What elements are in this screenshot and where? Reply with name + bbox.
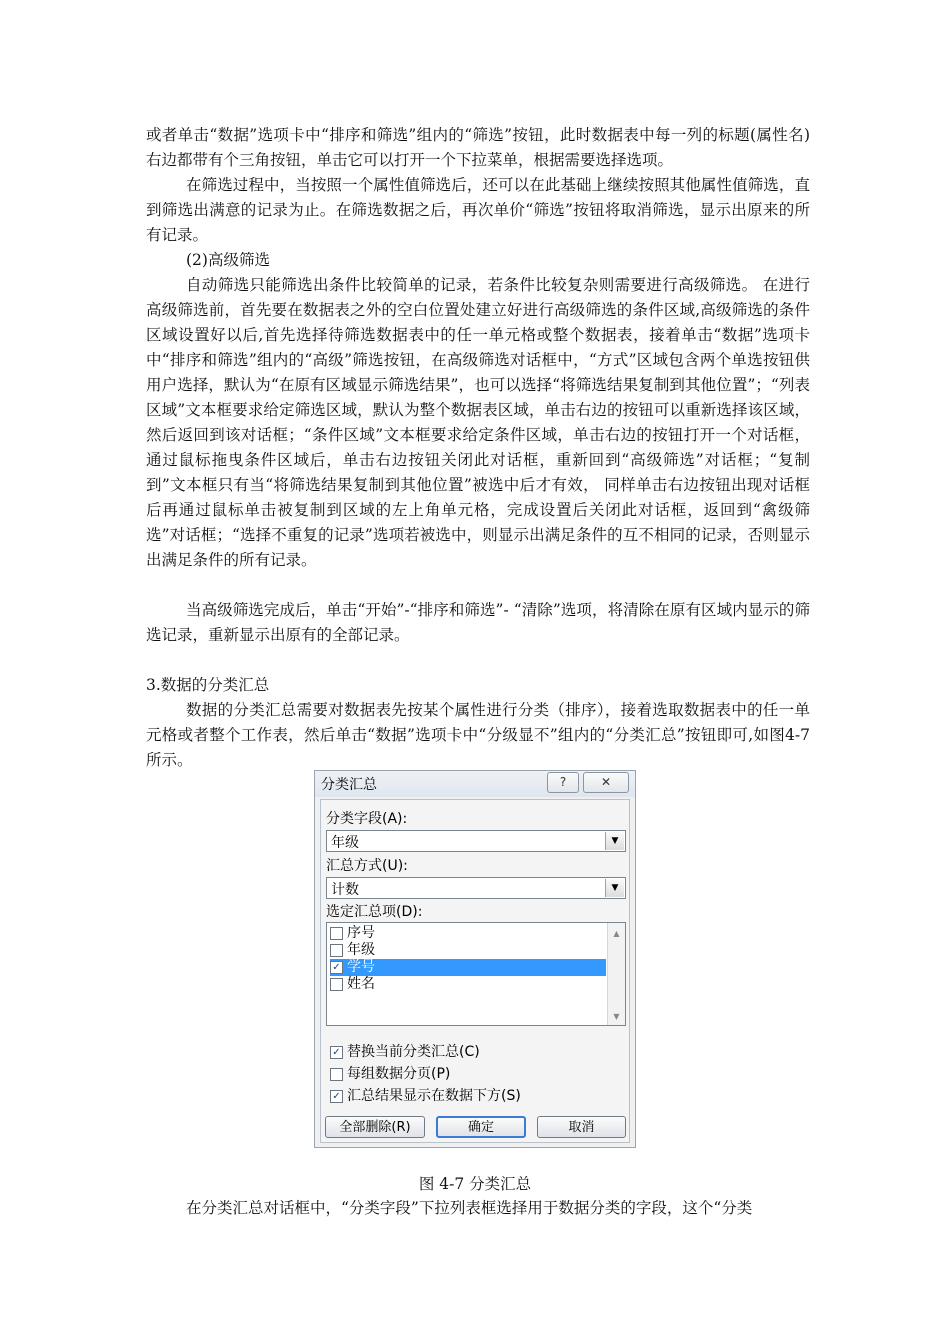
list-item-label: 学号 bbox=[347, 959, 375, 975]
dialog-body bbox=[320, 799, 630, 1143]
figure-caption: 图 4-7 分类汇总 bbox=[418, 1175, 532, 1193]
paragraph-subtotal-dialog: 在分类汇总对话框中，“分类字段”下拉列表框选择用于数据分类的字段，这个“分类 bbox=[186, 1199, 753, 1217]
scroll-up-icon[interactable]: ▲ bbox=[613, 929, 620, 938]
option-label: 汇总结果显示在数据下方(S) bbox=[347, 1088, 521, 1104]
checkbox-student-id[interactable]: ✓ bbox=[330, 961, 343, 974]
paragraph-subtotal: 数据的分类汇总需要对数据表先按某个属性进行分类（排序），接着选取数据表中的任一单元格或者整个工作表，然后单击“数据”选项卡中“分级显不”组内的“分类汇总”按钮即可,如图4-7所示。 bbox=[146, 701, 810, 769]
ok-button[interactable]: 确定 bbox=[436, 1116, 526, 1138]
option-label: 替换当前分类汇总(C) bbox=[347, 1044, 480, 1060]
paragraph-filter-process: 在筛选过程中，当按照一个属性值筛选后，还可以在此基础上继续按照其他属性值筛选，直到筛选出满意的记录为止。在筛选数据之后，再次单价“筛选”按钮将取消筛选，显示出原来的所有记录。 bbox=[146, 176, 810, 244]
list-item-label: 序号 bbox=[347, 925, 375, 941]
remove-all-button[interactable]: 全部删除(R) bbox=[325, 1116, 425, 1138]
paragraph-filter-button: 或者单击“数据”选项卡中“排序和筛选”组内的“筛选”按钮，此时数据表中每一列的标题(属性名)右边都带有个三角按钮，单击它可以打开一个下拉菜单，根据需要选择选项。 bbox=[146, 126, 810, 169]
section-heading-subtotal: 3.数据的分类汇总 bbox=[146, 676, 270, 694]
checkbox-page-break[interactable] bbox=[330, 1068, 343, 1081]
checkbox-summary-below[interactable]: ✓ bbox=[330, 1090, 343, 1103]
cancel-button[interactable]: 取消 bbox=[537, 1116, 626, 1138]
subtotal-items-list[interactable] bbox=[326, 922, 626, 1026]
field-label: 分类字段(A): bbox=[326, 811, 408, 827]
method-label: 汇总方式(U): bbox=[326, 858, 408, 874]
subtotal-dialog bbox=[314, 770, 636, 1148]
field-dropdown[interactable] bbox=[326, 830, 626, 852]
list-item-label: 姓名 bbox=[347, 976, 375, 992]
checkbox-grade[interactable] bbox=[330, 944, 343, 957]
option-summary-below[interactable] bbox=[330, 1085, 521, 1105]
checkbox-name[interactable] bbox=[330, 978, 343, 991]
option-label: 每组数据分页(P) bbox=[347, 1066, 451, 1082]
paragraph-advanced-filter: 自动筛选只能筛选出条件比较简单的记录，若条件比较复杂则需要进行高级筛选。 在进行高级筛选前，首先要在数据表之外的空白位置处建立好进行高级筛选的条件区域,高级筛选的条件区域设置好以后,首先选择待筛选数据表中的任一单元格或整个数据表，接着单击“数据”选项卡中“排序和筛选”组内的“高级”筛选按钮，在高级筛选对话框中，“方式”区域包含两个单选按钮供用户选择，默认为“在原有区域显示筛选结果”，也可以选择“将筛选结果复制到其他位置”；“列表区域”文本框要求给定筛选区域，默认为整个数据表区域，单击右边的按钮可以重新选择该区域，然后返回到该对话框；“条件区域”文本框要求给定条件区域，单击右边的按钮打开一个对话框，通过鼠标拖曳条件区域后，单击右边按钮关闭此对话框，重新回到“高级筛选”对话框；“复制到”文本框只有当“将筛选结果复制到其他位置”被选中后才有效， 同样单击右边按钮出现对话框后再通过鼠标单击被复制到区域的左上角单元格，完成设置后关闭此对话框，返回到“禽级筛选”对话框；“选择不重复的记录”选项若被选中，则显示出满足条件的互不相同的记录，否则显示出满足条件的所有记录。 bbox=[146, 276, 810, 569]
help-button[interactable]: ? bbox=[547, 772, 579, 793]
field-dropdown-value: 年级 bbox=[331, 835, 359, 851]
close-button[interactable]: ✕ bbox=[583, 772, 629, 793]
dialog-title: 分类汇总 bbox=[321, 777, 377, 793]
items-label: 选定汇总项(D): bbox=[326, 904, 423, 920]
method-dropdown-value: 计数 bbox=[331, 882, 359, 898]
list-item-name[interactable] bbox=[330, 976, 606, 993]
checkbox-replace-current[interactable]: ✓ bbox=[330, 1046, 343, 1059]
dialog-titlebar bbox=[315, 771, 635, 797]
scroll-down-icon[interactable]: ▼ bbox=[613, 1012, 620, 1021]
list-item-grade[interactable] bbox=[330, 942, 606, 959]
list-scrollbar[interactable] bbox=[607, 923, 625, 1025]
list-item-seq[interactable] bbox=[330, 925, 606, 942]
list-item-student-id[interactable] bbox=[330, 959, 606, 976]
option-page-break[interactable] bbox=[330, 1063, 450, 1083]
list-item-label: 年级 bbox=[347, 942, 375, 958]
method-dropdown[interactable] bbox=[326, 877, 626, 899]
chevron-down-icon[interactable]: ▼ bbox=[605, 879, 624, 897]
option-replace-current[interactable] bbox=[330, 1041, 480, 1061]
subheading-advanced-filter: (2)高级筛选 bbox=[186, 251, 270, 269]
chevron-down-icon[interactable]: ▼ bbox=[605, 832, 624, 850]
checkbox-seq[interactable] bbox=[330, 927, 343, 940]
paragraph-clear-filter: 当高级筛选完成后，单击“开始”-“排序和筛选”- “清除”选项，将清除在原有区域内显示的筛选记录，重新显示出原有的全部记录。 bbox=[146, 601, 810, 644]
